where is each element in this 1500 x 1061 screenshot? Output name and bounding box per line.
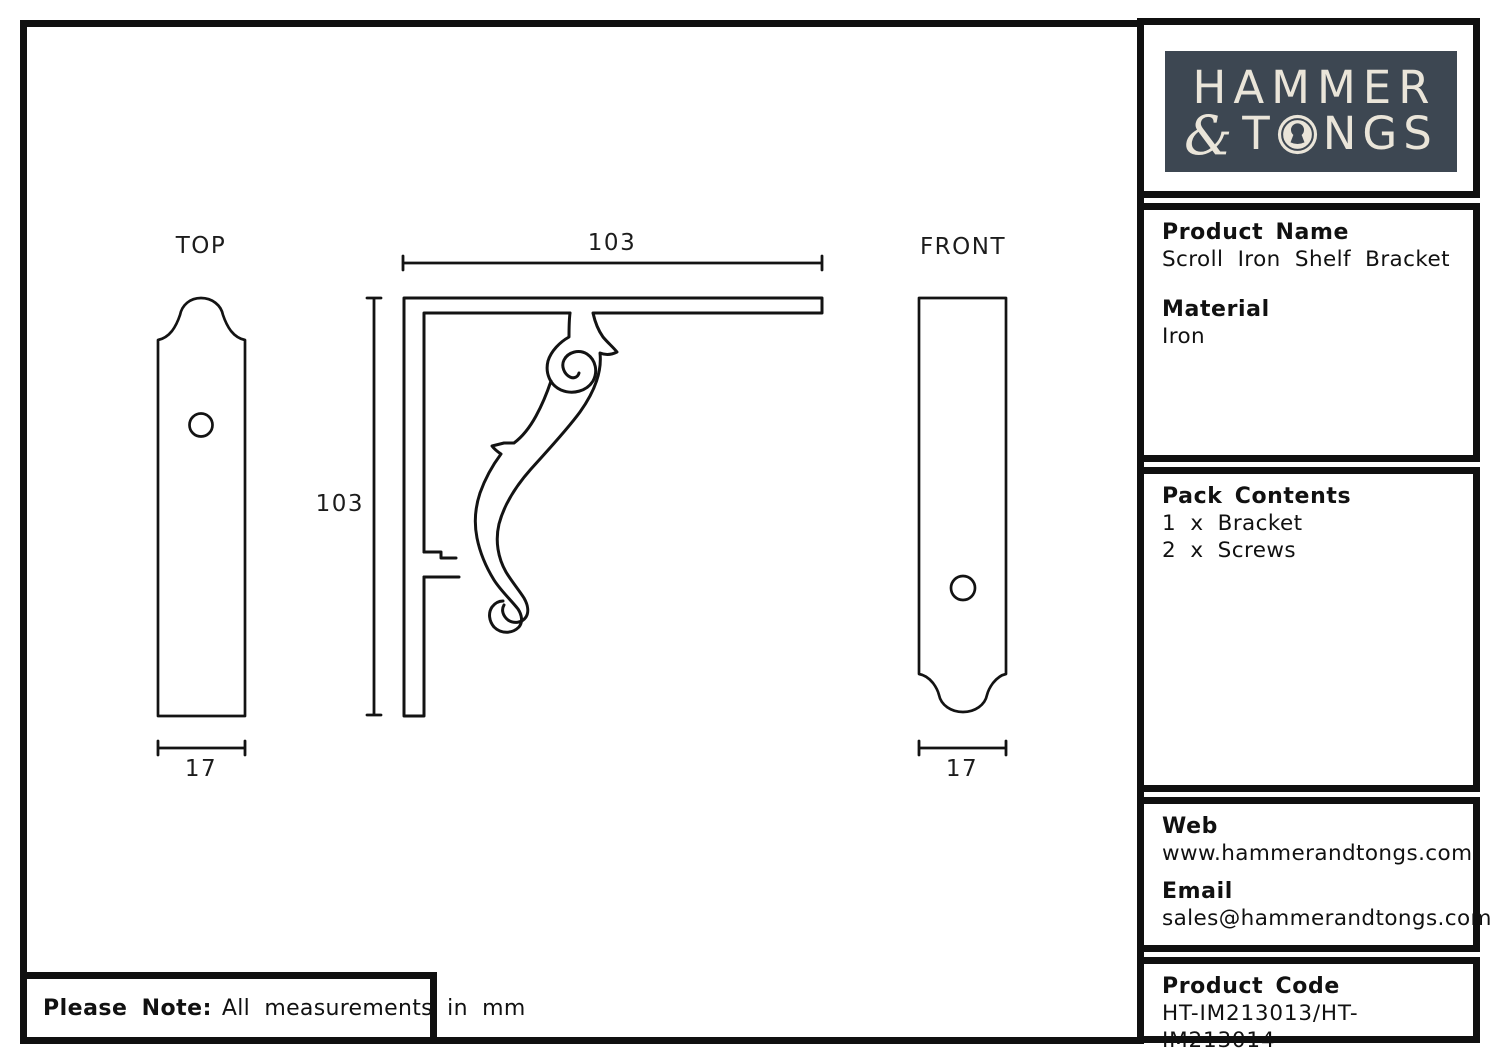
web-value: www.hammerandtongs.com: [1162, 841, 1473, 866]
scroll-spiral: [547, 313, 596, 392]
product-code-heading: Product Code: [1162, 974, 1340, 999]
pack-contents-panel: [1137, 467, 1480, 792]
dim-label-top-17: 17: [184, 756, 218, 782]
logo-ngs: NGS: [1322, 106, 1438, 160]
dim-label-height-103: 103: [315, 491, 364, 517]
logo-panel: [1137, 18, 1480, 198]
email-value: sales@hammerandtongs.com: [1162, 906, 1492, 931]
front-view-screw-hole: [951, 576, 975, 600]
note-text: All measurements in mm: [221, 995, 526, 1021]
dimension-lines: [158, 256, 1006, 755]
pack-contents-heading: Pack Contents: [1162, 484, 1352, 509]
logo-line2: [1184, 103, 1438, 167]
email-heading: Email: [1162, 879, 1233, 904]
pack-item: 2 x Screws: [1162, 538, 1296, 563]
contact-panel: [1137, 797, 1492, 952]
product-name-value: Scroll Iron Shelf Bracket: [1162, 247, 1450, 272]
dim-label-width-103: 103: [587, 230, 637, 256]
pack-item: 1 x Bracket: [1162, 511, 1303, 536]
dim-top-17: [158, 741, 245, 755]
note-label: Please Note:: [43, 995, 212, 1021]
dim-label-front-17: 17: [945, 756, 979, 782]
dim-width-103: [403, 256, 822, 270]
bracket-outline: [404, 298, 822, 716]
bracket-strap: [424, 552, 459, 577]
material-heading: Material: [1162, 297, 1270, 322]
keyhole-icon: [1277, 114, 1318, 155]
product-code-panel: [1137, 957, 1480, 1053]
product-code-value: HT-IM213013/HT-IM213014: [1162, 1001, 1359, 1053]
scroll-outer-edge: [475, 381, 551, 632]
scroll-inner-edge: [497, 313, 617, 622]
product-info-panel: [1137, 203, 1480, 462]
measurement-note: [20, 972, 526, 1044]
logo-line1: HAMMER: [1192, 60, 1437, 114]
product-name-heading: Product Name: [1162, 220, 1350, 245]
front-view-outline: [919, 298, 1006, 712]
hammer-and-tongs-logo: [1165, 51, 1457, 172]
dim-front-17: [919, 741, 1006, 755]
top-view-label: TOP: [175, 233, 227, 259]
material-value: Iron: [1162, 324, 1206, 349]
top-view-outline: [158, 298, 245, 716]
logo-t: T: [1242, 106, 1276, 160]
front-view-label: FRONT: [919, 234, 1007, 260]
logo-ampersand: &: [1184, 103, 1239, 167]
web-heading: Web: [1162, 814, 1218, 839]
top-view-screw-hole: [190, 414, 213, 437]
dim-height-103: [367, 298, 381, 715]
